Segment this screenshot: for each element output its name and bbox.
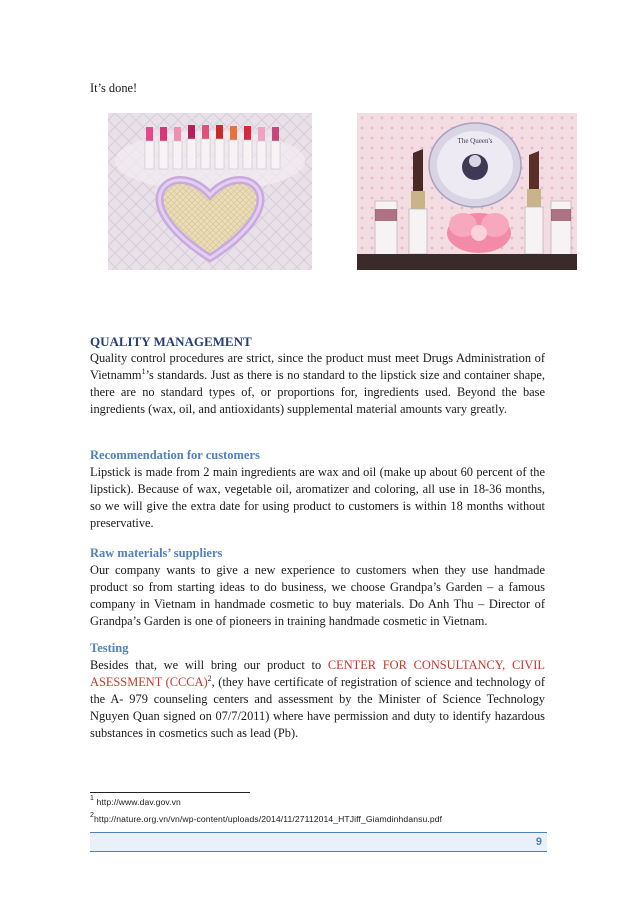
page-number: 9	[535, 836, 542, 848]
footnote-ref-1[interactable]: 1	[141, 367, 146, 376]
footnote-2: $^2$http://nature.org.vn/vn/wp-content/uploads/2014/11/27112014_HTJiff_Giamdinhdansu.pdf	[90, 812, 443, 824]
footnote-ref-2[interactable]: 2	[207, 674, 212, 683]
footer-bar	[90, 833, 547, 851]
lipsticks-heart-photo	[108, 113, 312, 270]
box-label: The Queen's	[457, 137, 493, 145]
footnote-1-link[interactable]: http://www.dav.gov.vn	[96, 797, 181, 807]
footnote-2-link[interactable]: http://nature.org.vn/vn/wp-content/uploads/2014/11/27112014_HTJiff_Giamdinhdansu.pdf	[94, 814, 443, 824]
intro-text: It’s done!	[90, 81, 138, 95]
footer-rule-bottom	[90, 851, 547, 852]
quality-heading: QUALITY MANAGEMENT	[90, 334, 252, 349]
raw-materials-paragraph: Our company wants to give a new experience to customers when they use handmade product so from starting ideas to do business, we choose Grandpa’s Garden – a famous company in Vietnam in handmade cosmetic to buy materials. Do Anh Thu – Director of Grandpa’s Garden is one of pioneers in training handmade cosmetic in Vietnam.	[90, 563, 545, 628]
recommendation-heading: Recommendation for customers	[90, 448, 260, 462]
footnote-1: $^1$ http://www.dav.gov.vn	[90, 795, 181, 807]
testing-paragraph: Besides that, we will bring our product to CENTER FOR CONSULTANCY, CIVIL ASESSMENT (CCCA)$^2$, (they have certificate of registration of science and technology of the A- 979 counseling centers and assessment by the Minister of Science Technology Nguyen Quan signed on 07/7/2011) where have permission and duty to identify hazardous substances in cosmetics such as lead (Pb).	[90, 658, 545, 740]
testing-heading: Testing	[90, 641, 129, 655]
lipstick-packaging-photo	[357, 113, 577, 270]
raw-materials-heading: Raw materials’ suppliers	[90, 546, 223, 560]
recommendation-paragraph: Lipstick is made from 2 main ingredients are wax and oil (make up about 60 percent of the lipstick). Because of wax, vegetable oil, aromatizer and coloring, all use in 18-36 months, so we will give the extra date for using product to customers is within 18 months without preservative.	[90, 465, 545, 530]
ccca-highlight: CENTER FOR CONSULTANCY, CIVIL ASESSMENT (CCCA)	[90, 658, 545, 689]
quality-paragraph: Quality control procedures are strict, since the product must meet Drugs Administration of Vietnamm$^1$’s standards. Just as there is no standard to the lipstick size and container shape, there are no standard types of, or proportions for, ingredients used. Beyond the base ingredients (wax, oil, and antioxidants) supplemental material amounts vary greatly.	[90, 351, 545, 416]
footnote-separator	[90, 792, 250, 793]
